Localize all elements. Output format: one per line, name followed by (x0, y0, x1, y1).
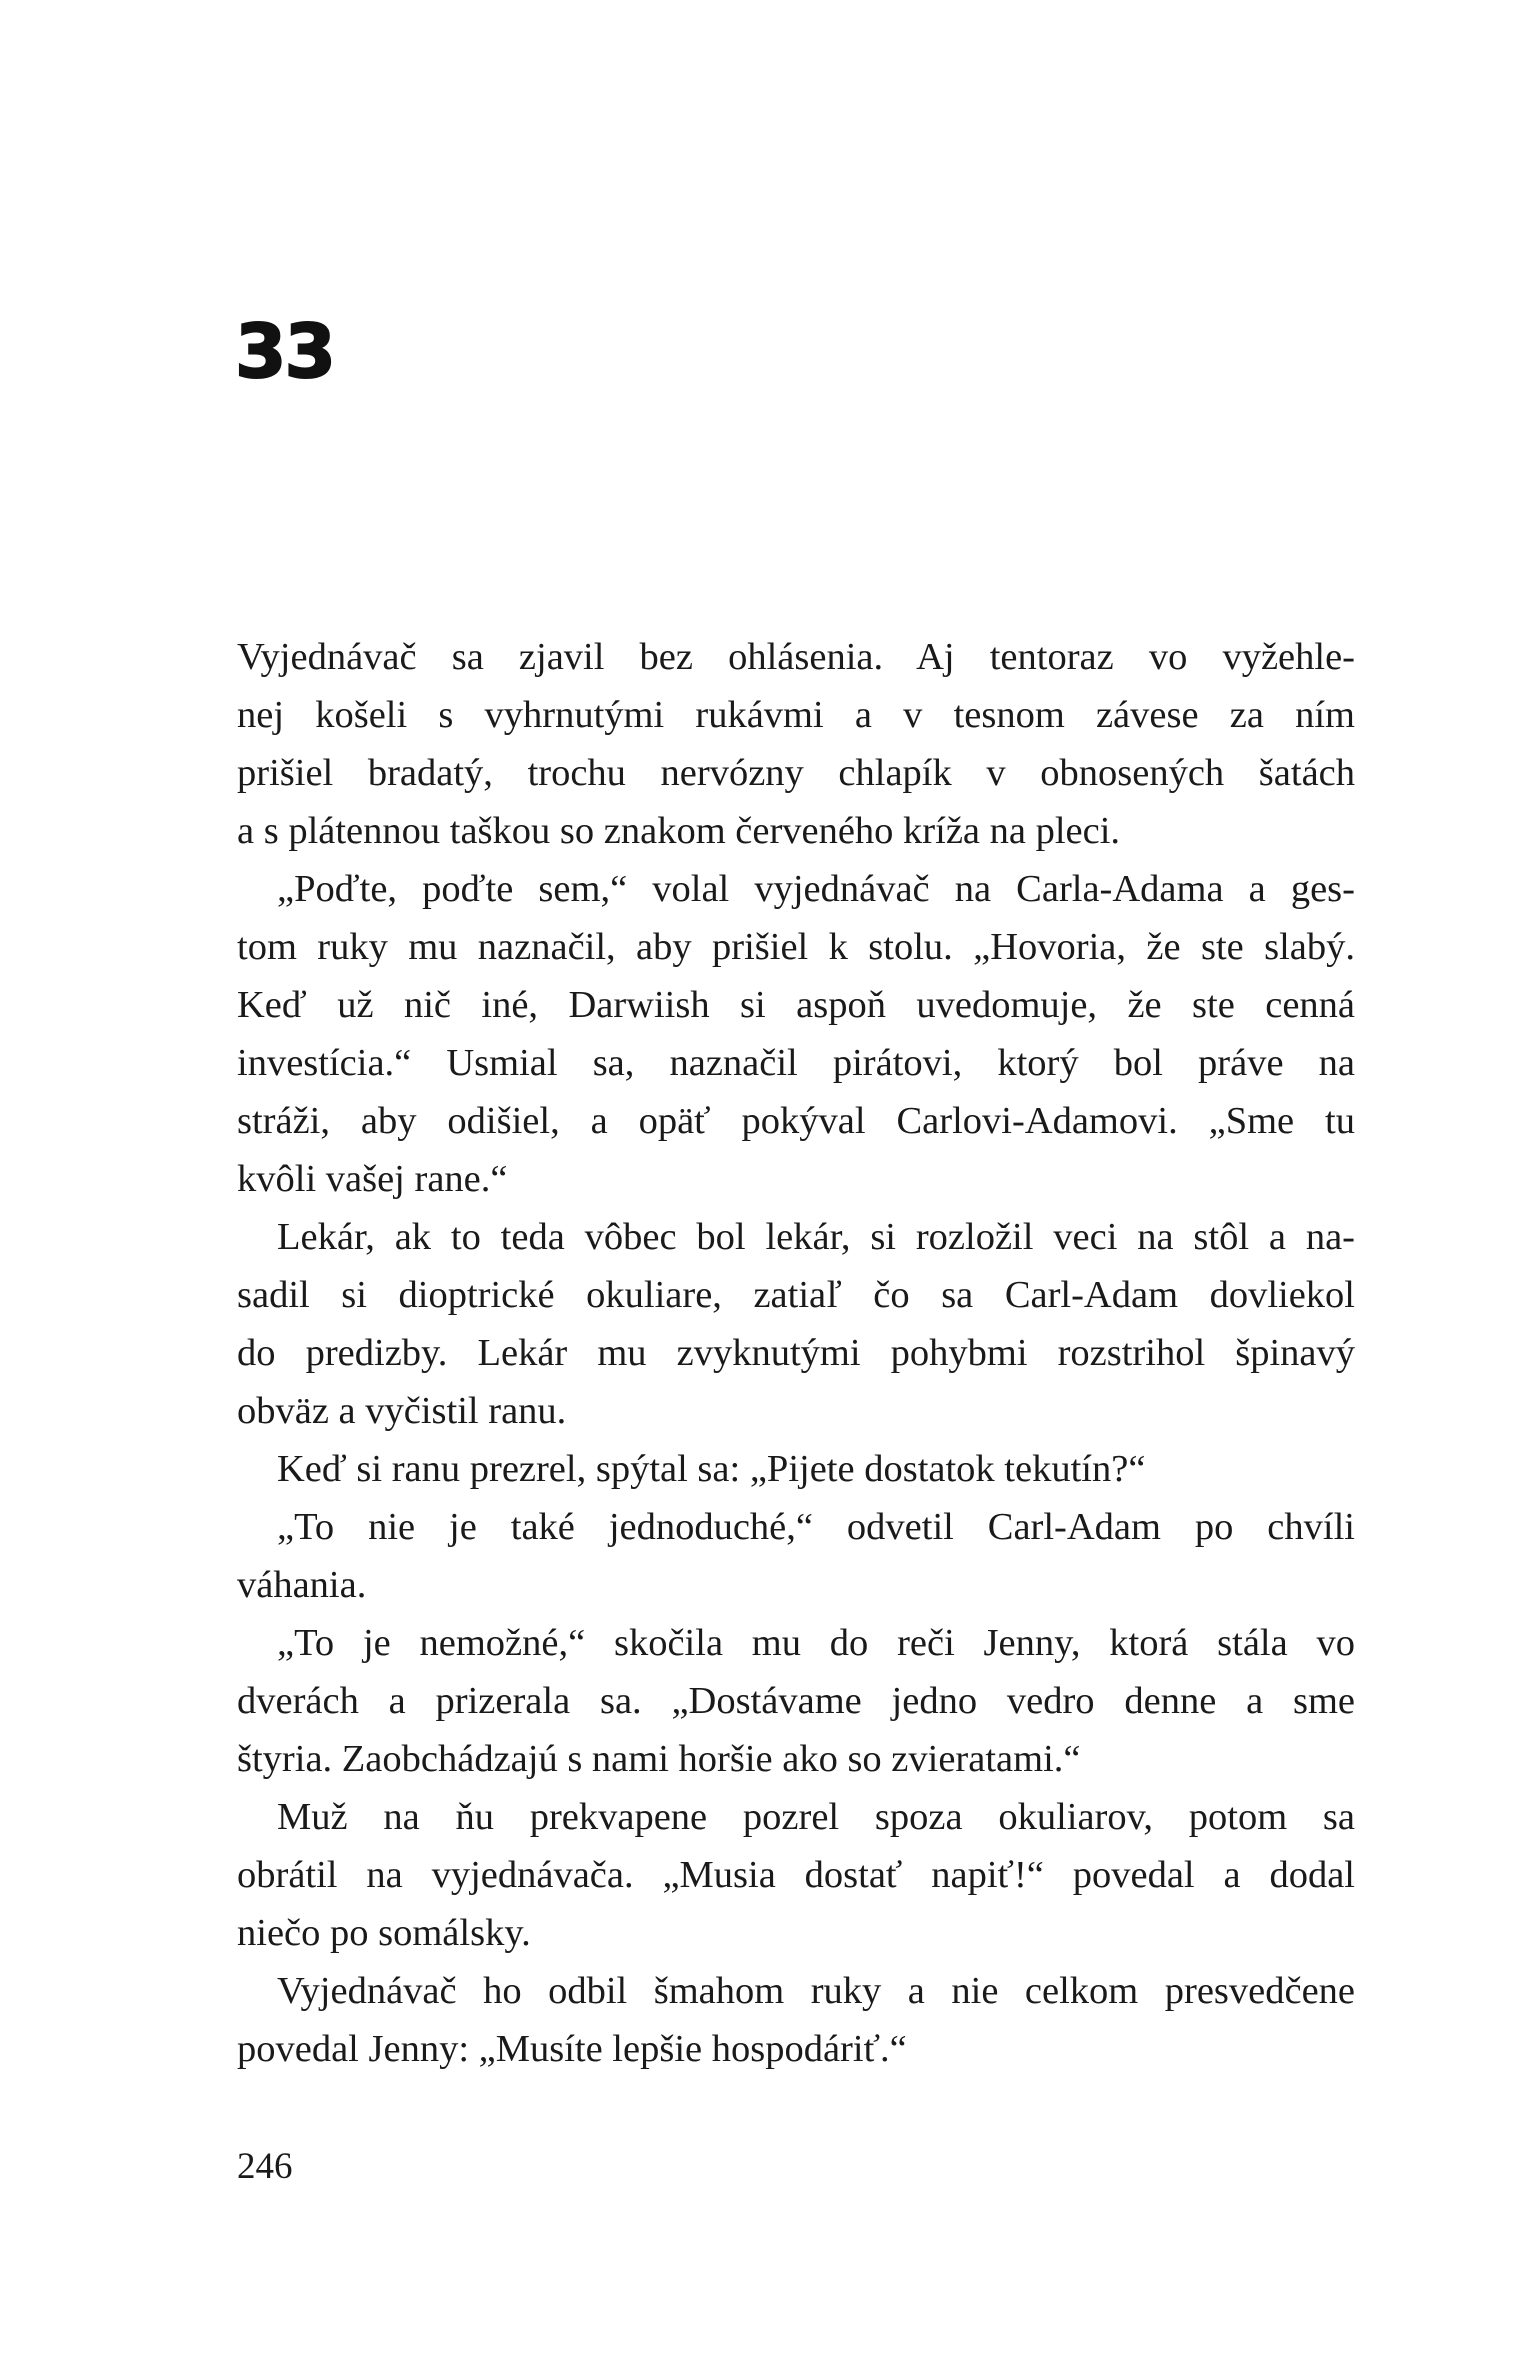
text-line: stráži, aby odišiel, a opäť pokýval Carlovi-Adamovi. „Sme tu (237, 1100, 1355, 1142)
text-line: Muž na ňu prekvapene pozrel spoza okuliarov, potom sa (277, 1796, 1355, 1838)
text-line: nej košeli s vyhrnutými rukávmi a v tesnom závese za ním (237, 694, 1355, 736)
text-line: Lekár, ak to teda vôbec bol lekár, si rozložil veci na stôl a na- (277, 1216, 1355, 1258)
text-line: dverách a prizerala sa. „Dostávame jedno vedro denne a sme (237, 1680, 1355, 1722)
text-line: „Poďte, poďte sem,“ volal vyjednávač na Carla-Adama a ges- (277, 868, 1355, 910)
paragraph (237, 860, 1355, 1208)
paragraph (237, 1962, 1355, 2078)
text-line: prišiel bradatý, trochu nervózny chlapík v obnosených šatách (237, 752, 1355, 794)
text-line: Vyjednávač sa zjavil bez ohlásenia. Aj tentoraz vo vyžehle- (237, 636, 1355, 678)
paragraph (237, 1614, 1355, 1788)
text-line: „To je nemožné,“ skočila mu do reči Jenny, ktorá stála vo (277, 1622, 1355, 1664)
body-text (237, 628, 1355, 2078)
page-number: 246 (237, 2146, 293, 2187)
text-line: povedal Jenny: „Musíte lepšie hospodáriť.“ (237, 2028, 907, 2070)
text-line: tom ruky mu naznačil, aby prišiel k stolu. „Hovoria, že ste slabý. (237, 926, 1355, 968)
text-line: do predizby. Lekár mu zvyknutými pohybmi rozstrihol špinavý (237, 1332, 1355, 1374)
text-line: Keď si ranu prezrel, spýtal sa: „Pijete dostatok tekutín?“ (277, 1448, 1146, 1490)
text-line: obrátil na vyjednávača. „Musia dostať napiť!“ povedal a dodal (237, 1854, 1355, 1896)
paragraph (237, 1208, 1355, 1440)
text-line: váhania. (237, 1564, 367, 1606)
text-line: Vyjednávač ho odbil šmahom ruky a nie celkom presvedčene (277, 1970, 1355, 2012)
text-line: obväz a vyčistil ranu. (237, 1390, 567, 1432)
text-line: investícia.“ Usmial sa, naznačil pirátovi, ktorý bol práve na (237, 1042, 1355, 1084)
text-line: štyria. Zaobchádzajú s nami horšie ako so zvieratami.“ (237, 1738, 1081, 1780)
paragraph (237, 1498, 1355, 1614)
paragraph (237, 628, 1355, 860)
text-line: niečo po somálsky. (237, 1912, 531, 1954)
chapter-number: 33 (235, 309, 334, 395)
text-line: kvôli vašej rane.“ (237, 1158, 508, 1200)
text-line: Keď už nič iné, Darwiish si aspoň uvedomuje, že ste cenná (237, 984, 1355, 1026)
paragraph (237, 1788, 1355, 1962)
text-line: „To nie je také jednoduché,“ odvetil Carl-Adam po chvíli (277, 1506, 1355, 1548)
text-line: a s plátennou taškou so znakom červeného kríža na pleci. (237, 810, 1121, 852)
text-line: sadil si dioptrické okuliare, zatiaľ čo sa Carl-Adam dovliekol (237, 1274, 1355, 1316)
paragraph (237, 1440, 1355, 1498)
